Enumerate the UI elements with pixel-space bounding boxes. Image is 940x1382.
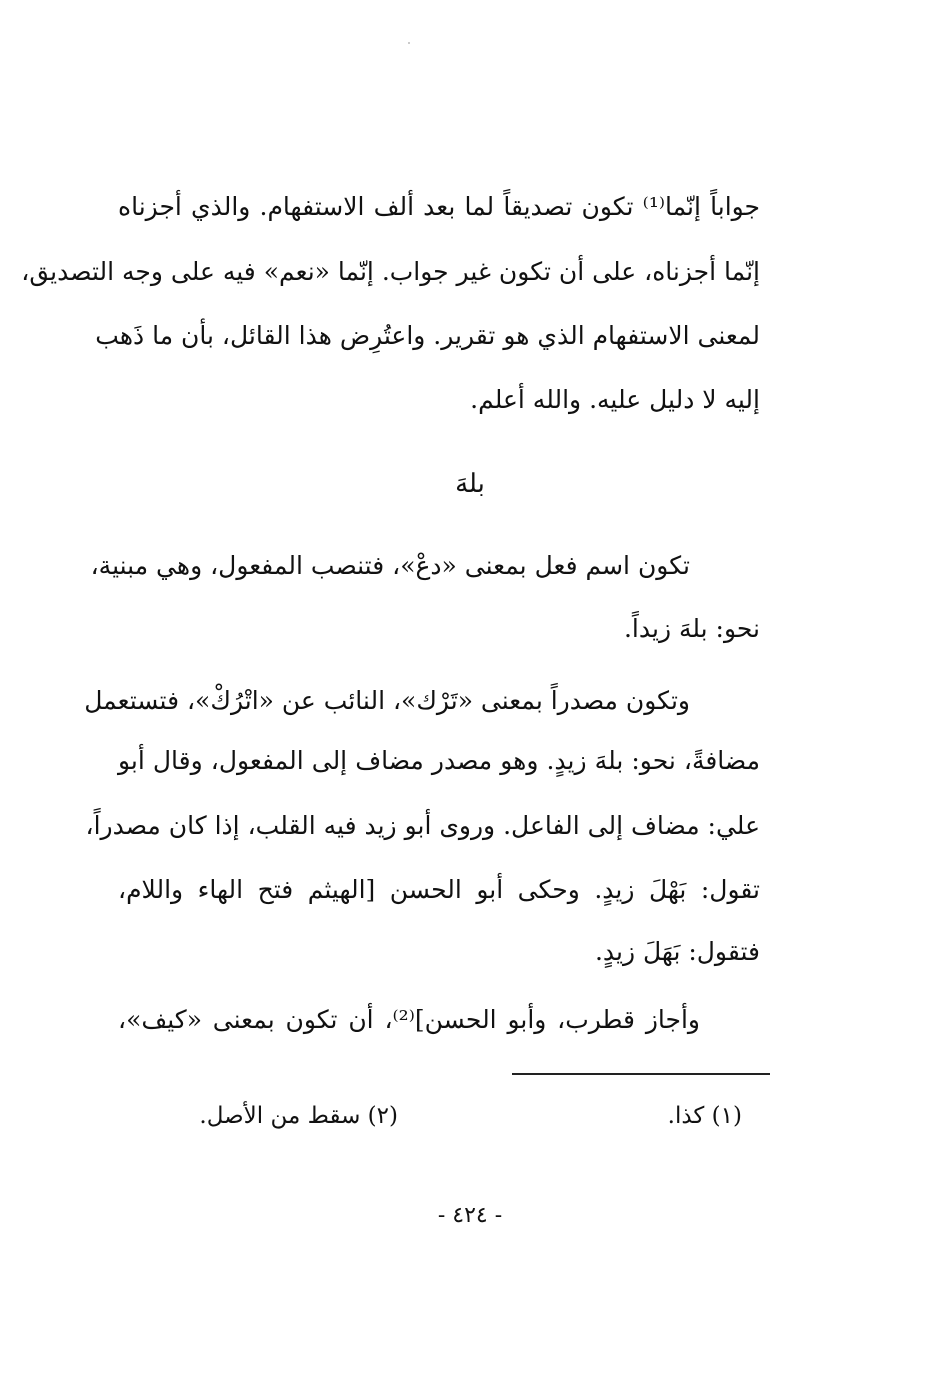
paragraph-3-line-4: تقول: بَهْلَ زيدٍ. وحكى أبو الحسن [الهيثم فتح الهاء واللام، bbox=[118, 875, 760, 904]
paragraph-3-line-3: علي: مضاف إلى الفاعل. وروى أبو زيد فيه القلب، إذا كان مصدراً، bbox=[85, 811, 760, 840]
paragraph-1-line-1: جواباً إنّما⁽¹⁾ تكون تصديقاً لما بعد ألف الاستفهام. والذي أجزناه bbox=[118, 192, 761, 221]
paragraph-1-line-2: إنّما أجزناه، على أن تكون غير جواب. إنّما «نعم» فيه على وجه التصديق، bbox=[21, 257, 760, 286]
footnote-divider bbox=[512, 1073, 770, 1075]
paragraph-2-line-1: تكون اسم فعل بمعنى «دعْ»، فتنصب المفعول، وهي مبنية، bbox=[90, 551, 690, 580]
section-heading: بلهَ bbox=[455, 469, 485, 499]
paragraph-3-line-1: وتكون مصدراً بمعنى «تَرْك»، النائب عن «اتْرُكْ»، فتستعمل bbox=[84, 686, 690, 715]
scan-speck bbox=[408, 42, 410, 44]
paragraph-4-line-1: وأجاز قطرب، وأبو الحسن]⁽²⁾، أن تكون بمعنى «كيف»، bbox=[118, 1005, 700, 1034]
paragraph-3-line-5: فتقول: بَهَلَ زيدٍ. bbox=[594, 937, 760, 966]
paragraph-2-line-2: نحو: بلهَ زيداً. bbox=[623, 614, 760, 643]
footnote-2: (٢) سقط من الأصل. bbox=[199, 1103, 398, 1129]
footnote-1: (١) كذا. bbox=[667, 1103, 742, 1129]
page-number: - ٤٢٤ - bbox=[437, 1203, 503, 1228]
paragraph-3-line-2: مضافةً، نحو: بلهَ زيدٍ. وهو مصدر مضاف إلى المفعول، وقال أبو bbox=[118, 746, 760, 775]
paragraph-1-line-4: إليه لا دليل عليه. والله أعلم. bbox=[470, 385, 760, 414]
paragraph-1-line-3: لمعنى الاستفهام الذي هو تقرير. واعتُرِض هذا القائل، بأن ما ذَهب bbox=[95, 321, 760, 350]
